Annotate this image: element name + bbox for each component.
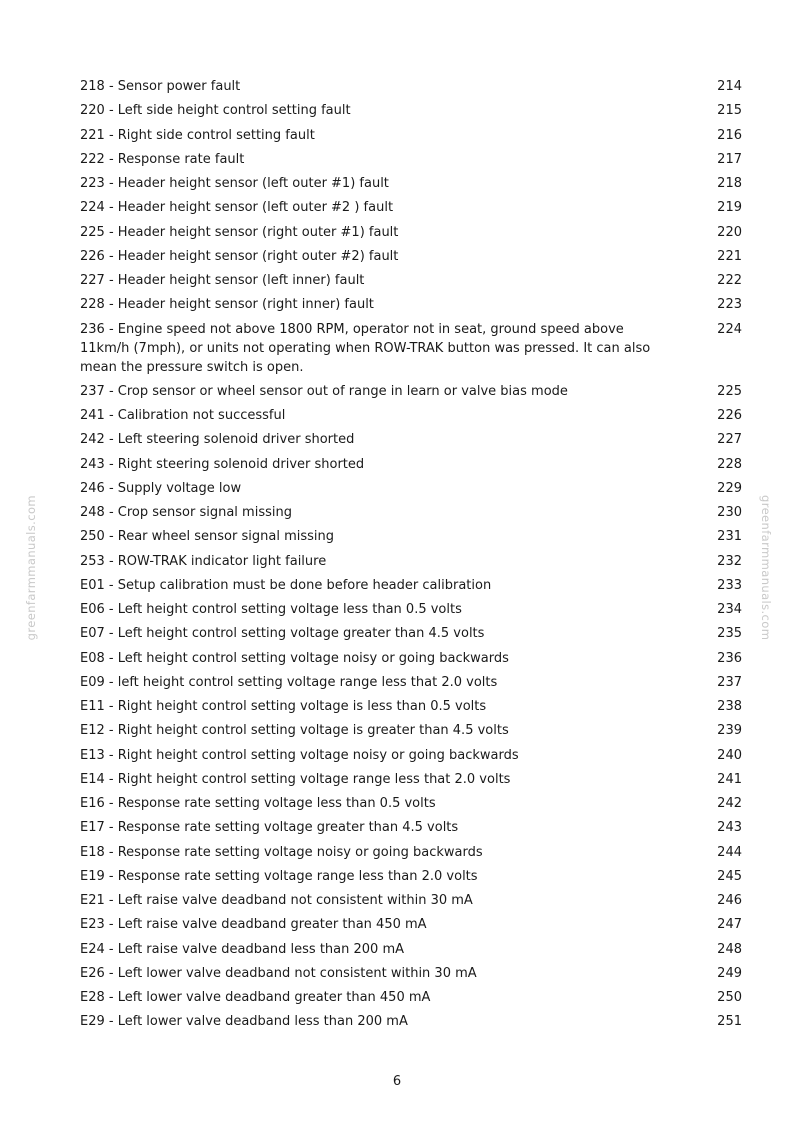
toc-entry[interactable] (80, 576, 742, 595)
toc-entry[interactable] (80, 843, 742, 862)
toc-entry[interactable] (80, 430, 742, 449)
toc-entry-title: E07 - Left height control setting voltage greater than 4.5 volts (80, 626, 485, 642)
toc-entry-page-number: 223 (717, 297, 742, 313)
toc-entry-title: 236 - Engine speed not above 1800 RPM, operator not in seat, ground speed above 11km/h (7mph), or units not operating when ROW-TRAK button was pressed. It can also mean the pressure switch is open. (80, 321, 651, 375)
toc-entry-page-number: 217 (717, 151, 742, 167)
toc-entry-page-number: 242 (717, 796, 742, 811)
toc-entry-title: 218 - Sensor power fault (80, 79, 241, 94)
toc-entry-page-number: 245 (717, 868, 742, 884)
toc-entry-title: 248 - Crop sensor signal missing (80, 505, 292, 520)
toc-entry-page-number: 249 (717, 965, 742, 981)
toc-entry-page-number: 240 (717, 747, 742, 763)
toc-entry-page-number: 247 (717, 917, 742, 933)
toc-entry[interactable] (80, 649, 742, 668)
toc-entry[interactable] (80, 382, 742, 401)
toc-entry-page-number: 221 (717, 248, 742, 264)
toc-entry-page-number: 251 (717, 1014, 742, 1030)
toc-entry[interactable] (80, 527, 742, 546)
toc-entry-page-number: 236 (717, 650, 742, 666)
toc-entry[interactable] (80, 503, 742, 522)
toc-entry-page-number: 250 (717, 990, 742, 1005)
toc-entry-title: 221 - Right side control setting fault (80, 127, 315, 143)
toc-entry-page-number: 229 (717, 480, 742, 496)
toc-entry-page-number: 224 (717, 321, 742, 337)
toc-entry-page-number: 248 (717, 941, 742, 957)
toc-entry[interactable] (80, 406, 742, 425)
toc-entry[interactable] (80, 455, 742, 474)
toc-entry-title: E16 - Response rate setting voltage less than 0.5 volts (80, 796, 436, 811)
toc-entry-title: 225 - Header height sensor (right outer #1) fault (80, 224, 399, 240)
toc-entry-page-number: 234 (717, 602, 742, 617)
toc-entry-title: 224 - Header height sensor (left outer #2 ) fault (80, 200, 394, 216)
toc-entry-title: E12 - Right height control setting voltage is greater than 4.5 volts (80, 723, 509, 739)
toc-entry-title: E17 - Response rate setting voltage greater than 4.5 volts (80, 820, 459, 836)
toc-entry-title: E08 - Left height control setting voltage noisy or going backwards (80, 650, 509, 666)
page-number: 6 (392, 1074, 402, 1089)
toc-entry-page-number: 232 (717, 553, 742, 569)
toc-entry[interactable] (80, 77, 742, 96)
toc-entry-title: E14 - Right height control setting voltage range less that 2.0 volts (80, 771, 511, 787)
toc-entry-title: 237 - Crop sensor or wheel sensor out of range in learn or valve bias mode (80, 383, 568, 399)
toc-entry[interactable] (80, 794, 742, 813)
toc-entry-page-number: 243 (717, 820, 742, 836)
toc-entry[interactable] (80, 150, 742, 169)
toc-entry[interactable] (80, 746, 742, 765)
toc-entry-title: 250 - Rear wheel sensor signal missing (80, 529, 334, 545)
toc-entry[interactable] (80, 940, 742, 959)
toc-entry-page-number: 222 (717, 273, 742, 288)
toc-entry-title: E28 - Left lower valve deadband greater than 450 mA (80, 990, 431, 1005)
toc-entry-page-number: 228 (717, 456, 742, 472)
toc-entry-page-number: 239 (717, 723, 742, 739)
toc-entry-page-number: 231 (717, 529, 742, 545)
toc-entry-page-number: 238 (717, 699, 742, 714)
watermark-left: greenfarmmanuals.com (24, 495, 38, 641)
toc-entry[interactable] (80, 1012, 742, 1031)
toc-entry[interactable] (80, 600, 742, 619)
toc-entry-title: E09 - left height control setting voltage range less that 2.0 volts (80, 674, 498, 690)
toc-entry-page-number: 244 (717, 844, 742, 860)
toc-entry-page-number: 235 (717, 626, 742, 642)
toc-entry[interactable] (80, 988, 742, 1007)
toc-entry-title: 242 - Left steering solenoid driver shorted (80, 432, 355, 448)
toc-entry[interactable] (80, 479, 742, 498)
toc-entry-title: 227 - Header height sensor (left inner) fault (80, 273, 365, 288)
toc-entry-title: 223 - Header height sensor (left outer #1) fault (80, 176, 389, 191)
toc-entry[interactable] (80, 891, 742, 910)
toc-entry-title: 228 - Header height sensor (right inner) fault (80, 297, 374, 313)
toc-entry[interactable] (80, 126, 742, 145)
toc-entry[interactable] (80, 624, 742, 643)
toc-entry-title: E29 - Left lower valve deadband less than 200 mA (80, 1014, 408, 1030)
toc-entry-page-number: 233 (717, 577, 742, 593)
toc-entry-title: 253 - ROW-TRAK indicator light failure (80, 553, 327, 569)
toc-entry[interactable] (80, 198, 742, 217)
toc-entry-page-number: 215 (717, 103, 742, 119)
toc-entry-title: E06 - Left height control setting voltage less than 0.5 volts (80, 602, 462, 617)
toc-entry-title: 222 - Response rate fault (80, 151, 245, 167)
toc-entry[interactable] (80, 271, 742, 290)
toc-entry-page-number: 220 (717, 224, 742, 240)
toc-entry-page-number: 237 (717, 674, 742, 690)
toc-entry[interactable] (80, 964, 742, 983)
toc-entry-page-number: 226 (717, 408, 742, 423)
toc-entry[interactable] (80, 867, 742, 886)
toc-entry-title: 226 - Header height sensor (right outer #2) fault (80, 248, 399, 264)
toc-entry-title: E19 - Response rate setting voltage range less than 2.0 volts (80, 868, 478, 884)
toc-entry[interactable] (80, 223, 742, 242)
toc-entry[interactable] (80, 915, 742, 934)
toc-entry-title: 220 - Left side height control setting fault (80, 103, 351, 119)
toc-entry-page-number: 225 (717, 383, 742, 399)
toc-entry[interactable] (80, 295, 742, 314)
toc-entry-title: E23 - Left raise valve deadband greater than 450 mA (80, 917, 427, 933)
toc-entry[interactable] (80, 770, 742, 789)
toc-entry-page-number: 227 (717, 432, 742, 448)
toc-entry[interactable] (80, 673, 742, 692)
toc-entry-title: E18 - Response rate setting voltage noisy or going backwards (80, 844, 483, 860)
table-of-contents (80, 77, 742, 1037)
toc-entry-page-number: 230 (717, 505, 742, 520)
toc-entry[interactable] (80, 552, 742, 571)
toc-entry-page-number: 216 (717, 127, 742, 143)
toc-entry-page-number: 214 (717, 79, 742, 94)
toc-entry-page-number: 218 (717, 176, 742, 191)
toc-entry-title: 241 - Calibration not successful (80, 408, 286, 423)
toc-entry-page-number: 219 (717, 200, 742, 216)
toc-entry-page-number: 246 (717, 893, 742, 908)
toc-entry[interactable] (80, 697, 742, 716)
toc-entry[interactable] (80, 174, 742, 193)
toc-entry[interactable] (80, 247, 742, 266)
toc-entry-title: E13 - Right height control setting voltage noisy or going backwards (80, 747, 519, 763)
toc-entry-page-number: 241 (717, 771, 742, 787)
toc-entry-title: E21 - Left raise valve deadband not consistent within 30 mA (80, 893, 473, 908)
toc-entry-title: E26 - Left lower valve deadband not consistent within 30 mA (80, 965, 477, 981)
toc-entry[interactable] (80, 721, 742, 740)
toc-entry[interactable] (80, 818, 742, 837)
watermark-right: greenfarmmanuals.com (759, 495, 773, 641)
toc-entry[interactable] (80, 101, 742, 120)
toc-entry-title: E11 - Right height control setting voltage is less than 0.5 volts (80, 699, 487, 714)
toc-entry-title: 246 - Supply voltage low (80, 480, 242, 496)
toc-entry-title: E01 - Setup calibration must be done before header calibration (80, 577, 492, 593)
toc-entry[interactable] (80, 320, 742, 377)
toc-entry-title: E24 - Left raise valve deadband less than 200 mA (80, 941, 404, 957)
toc-entry-title: 243 - Right steering solenoid driver shorted (80, 456, 365, 472)
